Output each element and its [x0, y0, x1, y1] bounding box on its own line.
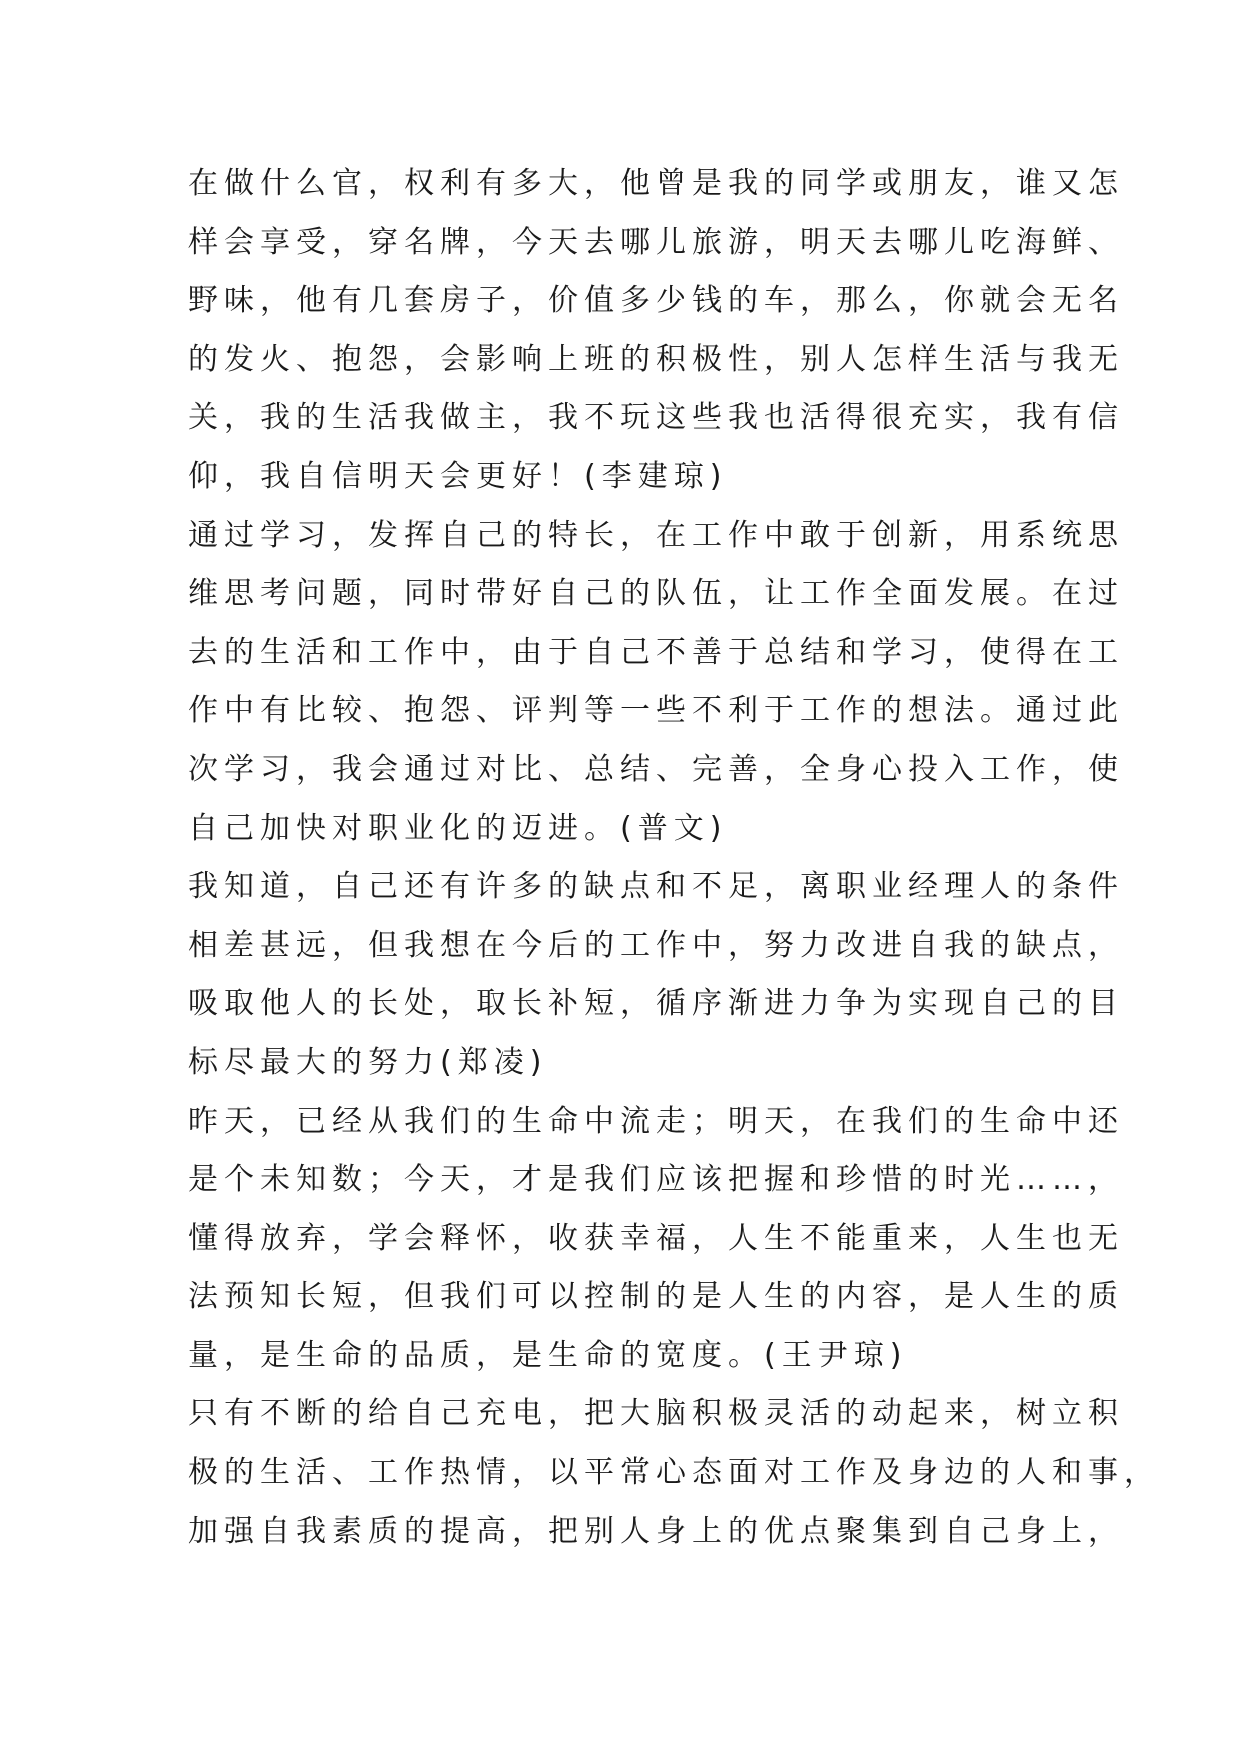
text-line: 次学习，我会通过对比、总结、完善，全身心投入工作，使	[188, 751, 1124, 787]
text-line: 在做什么官，权利有多大，他曾是我的同学或朋友，谁又怎	[188, 166, 1124, 201]
body-text	[188, 155, 1160, 1561]
text-line: 的发火、抱怨，会影响上班的积极性，别人怎样生活与我无	[188, 341, 1124, 377]
text-line: 加强自我素质的提高，把别人身上的优点聚集到自己身上，	[188, 1513, 1124, 1549]
text-line: 野味，他有几套房子，价值多少钱的车，那么，你就会无名	[188, 283, 1124, 319]
text-line: 仰，我自信明天会更好！(李建琼)	[188, 458, 728, 494]
text-line: 是个未知数；今天，才是我们应该把握和珍惜的时光……，	[188, 1162, 1124, 1198]
text-line: 去的生活和工作中，由于自己不善于总结和学习，使得在工	[188, 634, 1124, 670]
text-line: 量，是生命的品质，是生命的宽度。(王尹琼)	[188, 1337, 908, 1373]
text-line: 只有不断的给自己充电，把大脑积极灵活的动起来，树立积	[188, 1396, 1124, 1432]
text-line: 作中有比较、抱怨、评判等一些不利于工作的想法。通过此	[188, 693, 1124, 729]
text-line: 相差甚远，但我想在今后的工作中，努力改进自我的缺点，	[188, 927, 1124, 963]
text-line: 标尽最大的努力(郑凌)	[188, 1044, 548, 1080]
text-line: 维思考问题，同时带好自己的队伍，让工作全面发展。在过	[188, 576, 1124, 612]
text-line: 法预知长短，但我们可以控制的是人生的内容，是人生的质	[188, 1279, 1124, 1315]
text-line: 自己加快对职业化的迈进。(普文)	[188, 810, 728, 846]
text-line: 吸取他人的长处，取长补短，循序渐进力争为实现自己的目	[188, 986, 1124, 1022]
text-line: 极的生活、工作热情，以平常心态面对工作及身边的人和事，	[188, 1455, 1160, 1491]
text-line: 样会享受，穿名牌，今天去哪儿旅游，明天去哪儿吃海鲜、	[188, 224, 1124, 260]
text-line: 关，我的生活我做主，我不玩这些我也活得很充实，我有信	[188, 400, 1124, 436]
text-line: 昨天，已经从我们的生命中流走；明天，在我们的生命中还	[188, 1103, 1124, 1139]
text-line: 通过学习，发挥自己的特长，在工作中敢于创新，用系统思	[188, 517, 1124, 553]
text-line: 我知道，自己还有许多的缺点和不足，离职业经理人的条件	[188, 869, 1124, 905]
text-line: 懂得放弃，学会释怀，收获幸福，人生不能重来，人生也无	[188, 1220, 1124, 1256]
